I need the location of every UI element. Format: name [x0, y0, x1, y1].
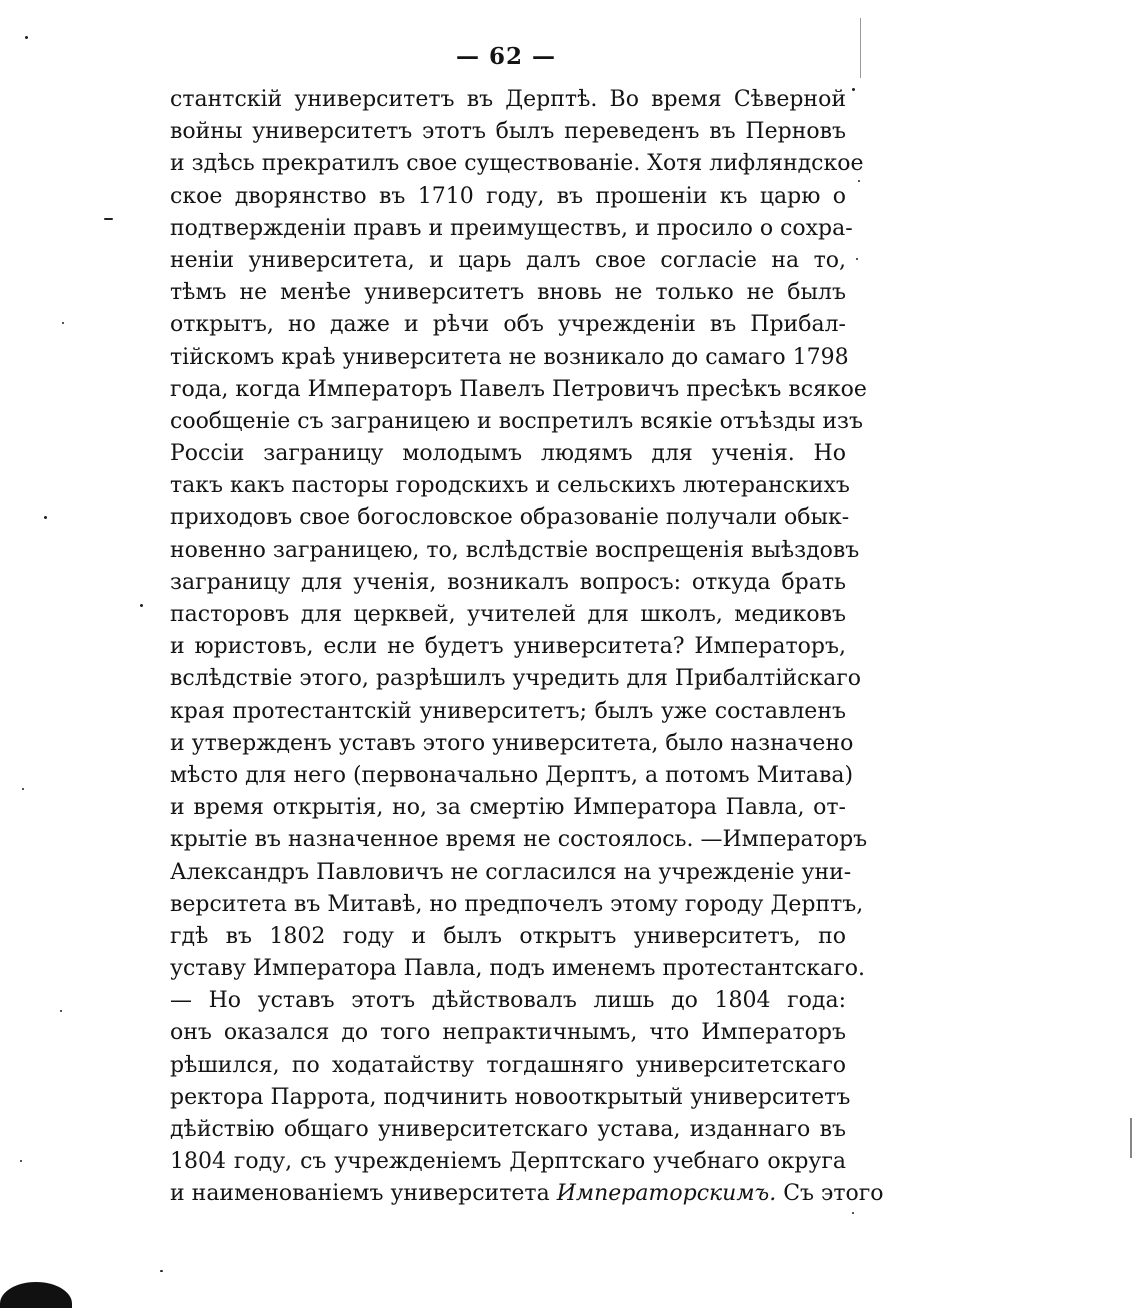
text-line: 1804 году, съ учрежденіемъ Дерптскаго учебнаго округа: [170, 1149, 846, 1175]
scan-speck: [22, 788, 24, 790]
text-line: Россіи заграницу молодымъ людямъ для ученія. Но: [170, 441, 846, 467]
text-line: тійскомъ краѣ университета не возникало до самаго 1798: [170, 344, 849, 370]
text-line: новенно заграницею, то, вслѣдствіе воспрещенія выѣздовъ: [170, 537, 860, 563]
text-line: приходовъ свое богословское образованіе получали обык-: [170, 505, 850, 531]
emphasized-word: Императорскимъ.: [556, 1181, 777, 1207]
text-line: ское дворянство въ 1710 году, въ прошеніи къ царю о: [170, 183, 846, 209]
body-text: [170, 84, 884, 1211]
text-line: стантскій университетъ въ Дерптѣ. Во время Сѣверной: [170, 87, 846, 112]
last-line-tail: Съ этого: [783, 1181, 884, 1207]
text-line: и время открытія, но, за смертію Императора Павла, от-: [170, 795, 846, 821]
text-line: и утвержденъ уставъ этого университета, было назначено: [170, 730, 854, 756]
text-line: подтвержденіи правъ и преимуществъ, и просило о сохра-: [170, 215, 853, 241]
text-line: заграницу для ученія, возникалъ вопросъ: откуда брать: [170, 569, 846, 595]
text-line: верситета въ Митавѣ, но предпочелъ этому городу Дерптъ,: [170, 891, 864, 917]
text-line: такъ какъ пасторы городскихъ и сельскихъ лютеранскихъ: [170, 473, 850, 499]
text-line: войны университетъ этотъ былъ переведенъ въ Перновъ: [170, 119, 846, 145]
text-line: и здѣсь прекратилъ свое существованіе. Хотя лифляндское: [170, 151, 864, 177]
scan-speck: [44, 516, 47, 519]
scan-speck: [60, 1010, 62, 1012]
text-line: открытъ, но даже и рѣчи объ учрежденіи въ Прибал-: [170, 312, 846, 338]
text-line: тѣмъ не менѣе университетъ вновь не только не былъ: [170, 280, 846, 306]
scan-speck: [852, 88, 855, 91]
text-line: вслѣдствіе этого, разрѣшилъ учредить для Прибалтійскаго: [170, 666, 861, 692]
scan-speck: [160, 1270, 163, 1272]
text-line: неніи университета, и царь далъ свое согласіе на то,: [170, 247, 846, 273]
text-line: года, когда Императоръ Павелъ Петровичъ пресѣкъ всякое: [170, 376, 867, 402]
scan-speck: [856, 258, 858, 260]
text-line: пасторовъ для церквей, учителей для школъ, медиковъ: [170, 602, 846, 627]
scan-blot: [0, 1282, 72, 1308]
scan-speck: [20, 1160, 22, 1162]
scan-edge-mark: [1130, 1118, 1132, 1158]
text-line: онъ оказался до того непрактичнымъ, что Императоръ: [170, 1020, 846, 1046]
text-line: дѣйствію общаго университетскаго устава, изданнаго въ: [170, 1117, 846, 1142]
text-line: края протестантскій университетъ; былъ уже составленъ: [170, 698, 846, 724]
text-line: мѣсто для него (первоначально Дерптъ, а потомъ Митава): [170, 762, 854, 788]
text-line: крытіе въ назначенное время не состоялось. —Императоръ: [170, 827, 868, 853]
text-line: рѣшился, по ходатайству тогдашняго университетскаго: [170, 1052, 846, 1078]
scan-edge-mark: [860, 18, 861, 78]
scan-speck: [62, 322, 64, 324]
text-line-last: [170, 1178, 884, 1210]
scan-speck: [25, 36, 28, 39]
scan-speck: [852, 1212, 854, 1214]
page-number: — 62 —: [455, 43, 557, 70]
text-line: — Но уставъ этотъ дѣйствовалъ лишь до 1804 года:: [170, 988, 846, 1014]
last-line-text: и наименованіемъ университета: [170, 1181, 550, 1207]
text-line: и юристовъ, если не будетъ университета? Императоръ,: [170, 634, 846, 660]
scan-speck: [858, 180, 860, 182]
text-line: сообщеніе съ заграницею и воспретилъ всякіе отъѣзды изъ: [170, 408, 863, 434]
scan-speck: [104, 218, 113, 220]
text-line: Александръ Павловичъ не согласился на учрежденіе уни-: [170, 859, 852, 885]
text-line: ректора Паррота, подчинить новооткрытый университетъ: [170, 1084, 851, 1110]
scan-speck: [140, 604, 143, 607]
text-line: уставу Императора Павла, подъ именемъ протестантскаго.: [170, 956, 866, 982]
text-line: гдѣ въ 1802 году и былъ открытъ университетъ, по: [170, 923, 846, 949]
